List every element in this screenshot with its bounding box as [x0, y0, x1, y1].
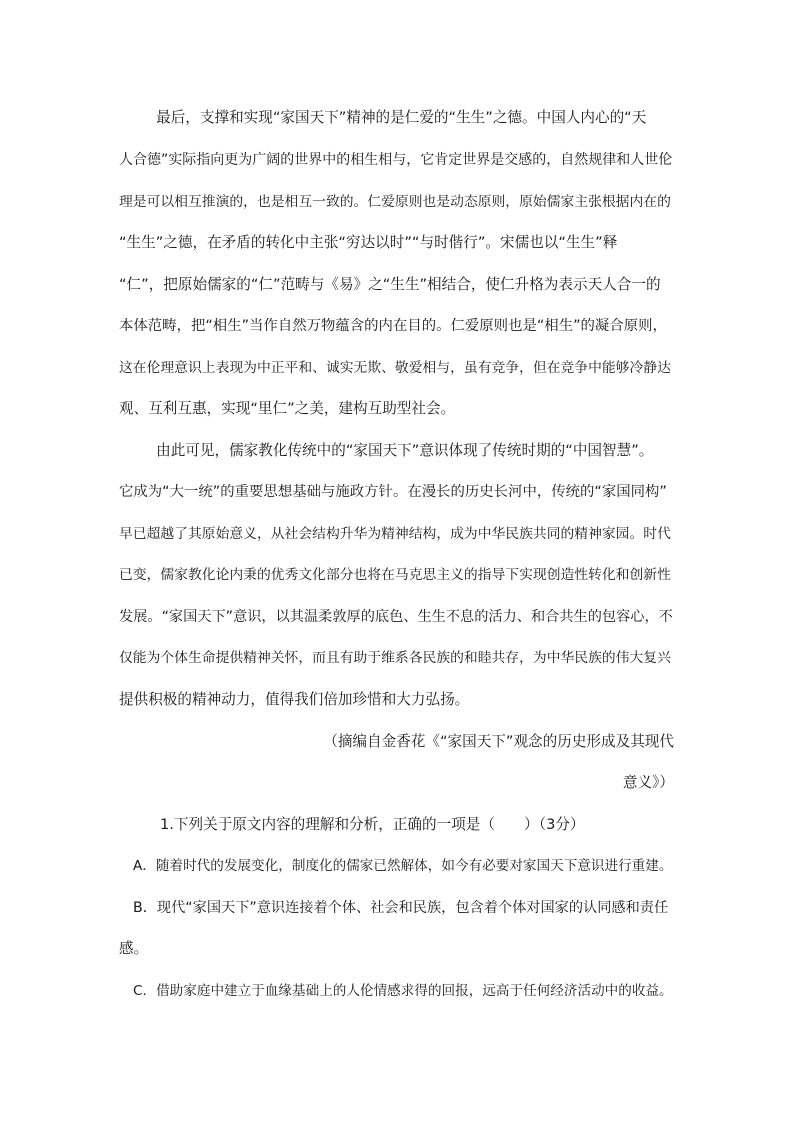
source-attribution-line-2: 意义》）: [622, 774, 674, 791]
option-b-line-1: B．现代“家国天下”意识连接着个体、社会和民族，包含着个体对国家的认同感和责任: [133, 900, 669, 916]
paragraph-1-line-5: “仁”，把原始儒家的“仁”范畴与《易》之“生生”相结合，使仁升格为表示天人合一的: [119, 276, 661, 293]
source-attribution-line-1: （摘编自金香花《“家国天下”观念的历史形成及其现代: [323, 733, 674, 750]
paragraph-1-line-4: “生生”之德，在矛盾的转化中主张“穷达以时”“与时偕行”。宋儒也以“生生”释: [119, 234, 618, 251]
option-a: A．随着时代的发展变化，制度化的儒家已然解体，如今有必要对家国天下意识进行重建。: [133, 858, 673, 874]
paragraph-2-line-6: 仅能为个体生命提供精神关怀，而且有助于维系各民族的和睦共存，为中华民族的伟大复兴: [119, 650, 671, 666]
paragraph-2-line-3: 早已超越了其原始意义，从社会结构升华为精神结构，成为中华民族共同的精神家园。时代: [119, 526, 671, 542]
paragraph-2-line-2: 它成为“大一统”的重要思想基础与施政方针。在漫长的历史长河中，传统的“家国同构”: [119, 484, 667, 500]
paragraph-1-line-7: 这在伦理意识上表现为中正平和、诚实无欺、敬爱相与，虽有竞争，但在竞争中能够冷静达: [119, 360, 671, 376]
paragraph-2-line-1: 由此可见，儒家教化传统中的“家国天下”意识体现了传统时期的“中国智慧”。: [119, 442, 654, 459]
paragraph-2-line-5: 发展。“家国天下”意识，以其温柔敦厚的底色、生生不息的活力、和合共生的包容心，不: [119, 609, 673, 625]
question-stem: 1.下列关于原文内容的理解和分析，正确的一项是（ ）（3分）: [160, 816, 585, 833]
paragraph-1-line-1: 最后，支撑和实现“家国天下”精神的是仁爱的“生生”之德。中国人内心的“天: [119, 109, 647, 126]
paragraph-1-line-3: 理是可以相互推演的，也是相互一致的。仁爱原则也是动态原则，原始儒家主张根据内在的: [119, 194, 671, 210]
option-c: C．借助家庭中建立于血缘基础上的人伦情感求得的回报，远高于任何经济活动中的收益。: [133, 983, 673, 999]
paragraph-1-line-8: 观、互利互惠，实现“里仁”之美，建构互助型社会。: [119, 400, 456, 417]
paragraph-2-line-7: 提供积极的精神动力，值得我们倍加珍惜和大力弘扬。: [119, 691, 470, 708]
paragraph-1-line-6: 本体范畴，把“相生”当作自然万物蕴含的内在目的。仁爱原则也是“相生”的凝合原则，: [119, 318, 667, 334]
paragraph-2-line-4: 已变，儒家教化论内秉的优秀文化部分也将在马克思主义的指导下实现创造性转化和创新性: [119, 567, 671, 583]
option-b-line-2: 感。: [119, 940, 149, 957]
paragraph-1-line-2: 人合德”实际指向更为广阔的世界中的相生相与，它肯定世界是交感的，自然规律和人世伦: [119, 152, 673, 168]
